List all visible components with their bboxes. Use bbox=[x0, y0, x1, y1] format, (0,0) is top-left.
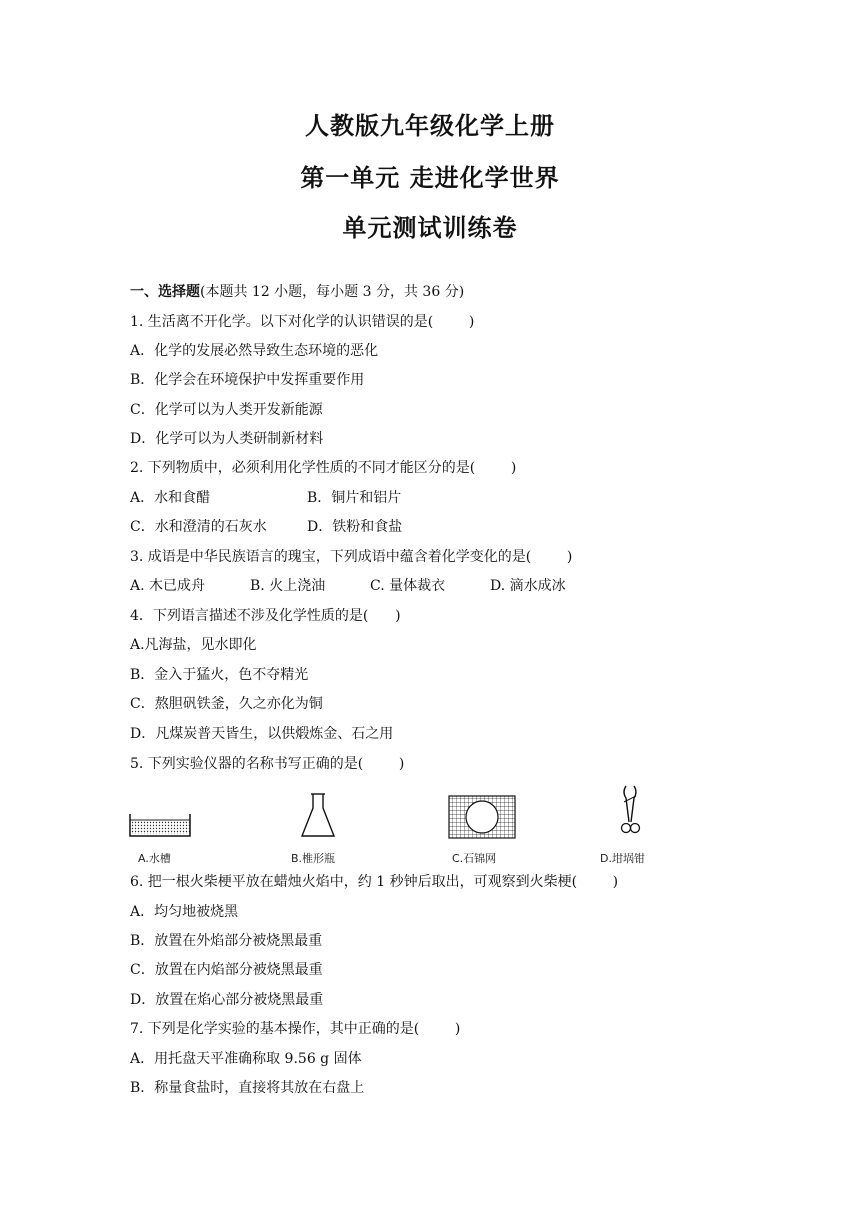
question-3-option-a: A. 木已成舟 bbox=[130, 578, 206, 594]
question-5-stem: 5. 下列实验仪器的名称书写正确的是( ) bbox=[130, 756, 405, 772]
wire-gauze-caption: C.石锦网 bbox=[452, 852, 497, 865]
question-3-option-b: B. 火上浇油 bbox=[250, 578, 326, 594]
conical-flask-caption: B.椎形瓶 bbox=[291, 852, 336, 865]
section-heading-row bbox=[130, 283, 464, 301]
conical-flask-icon bbox=[293, 782, 383, 848]
question-3-option-c: C. 量体裁衣 bbox=[370, 578, 446, 594]
question-6-option-d: D．放置在焰心部分被烧黑最重 bbox=[130, 992, 324, 1008]
water-trough-figure bbox=[128, 782, 218, 868]
question-1-option-d: D．化学可以为人类研制新材料 bbox=[130, 431, 324, 447]
crucible-tongs-icon bbox=[602, 782, 692, 848]
section-note: (本题共 12 小题，每小题 3 分，共 36 分) bbox=[200, 284, 465, 300]
question-6-stem: 6. 把一根火柴梗平放在蜡烛火焰中，约 1 秒钟后取出，可观察到火柴梗( ) bbox=[130, 874, 619, 890]
question-3-stem: 3. 成语是中华民族语言的瑰宝，下列成语中蕴含着化学变化的是( ) bbox=[130, 549, 573, 565]
question-2-options-row1 bbox=[130, 489, 401, 507]
question-2-stem: 2. 下列物质中，必须利用化学性质的不同才能区分的是( ) bbox=[130, 460, 517, 476]
section-heading: 一、选择题 bbox=[130, 284, 200, 300]
doc-title-line2: 第一单元 走进化学世界 bbox=[300, 164, 560, 192]
question-4-option-c: C．熬胆矾铁釜，久之亦化为铜 bbox=[130, 696, 323, 712]
question-4-stem: 4．下列语言描述不涉及化学性质的是( ) bbox=[130, 608, 401, 624]
question-6-option-a: A．均匀地被烧黑 bbox=[130, 904, 239, 920]
question-2-option-c: C．水和澄清的石灰水 bbox=[130, 519, 267, 535]
question-4-option-a: A.凡海盐，见水即化 bbox=[130, 637, 257, 653]
doc-title-line1: 人教版九年级化学上册 bbox=[305, 112, 555, 140]
question-3-option-d: D. 滴水成冰 bbox=[490, 578, 566, 594]
question-5-figures bbox=[128, 782, 668, 868]
doc-title-line3: 单元测试训练卷 bbox=[342, 214, 518, 242]
question-6-option-c: C．放置在内焰部分被烧黑最重 bbox=[130, 962, 323, 978]
crucible-tongs-figure bbox=[602, 782, 692, 868]
question-7-option-a: A．用托盘天平准确称取 9.56 g 固体 bbox=[130, 1051, 362, 1067]
crucible-tongs-caption: D.坩埚钳 bbox=[600, 852, 645, 865]
question-1-stem: 1. 生活离不开化学。以下对化学的认识错误的是( ) bbox=[130, 314, 475, 330]
question-2-options-row2 bbox=[130, 518, 402, 536]
wire-gauze-figure bbox=[448, 782, 538, 868]
question-4-option-d: D．凡煤炭普天皆生，以供煅炼金、石之用 bbox=[130, 726, 394, 742]
question-4-option-b: B．金入于猛火，色不夺精光 bbox=[130, 667, 309, 683]
question-6-option-b: B．放置在外焰部分被烧黑最重 bbox=[130, 933, 323, 949]
question-2-option-d: D．铁粉和食盐 bbox=[307, 519, 403, 535]
question-1-option-a: A．化学的发展必然导致生态环境的恶化 bbox=[130, 343, 379, 359]
question-2-option-b: B．铜片和铝片 bbox=[307, 490, 402, 506]
question-1-option-c: C．化学可以为人类开发新能源 bbox=[130, 402, 323, 418]
water-trough-icon bbox=[128, 782, 218, 848]
question-7-stem: 7. 下列是化学实验的基本操作，其中正确的是( ) bbox=[130, 1021, 461, 1037]
question-1-option-b: B．化学会在环境保护中发挥重要作用 bbox=[130, 372, 365, 388]
question-2-option-a: A．水和食醋 bbox=[130, 490, 211, 506]
water-trough-caption: A.水槽 bbox=[138, 852, 171, 865]
question-7-option-b: B．称量食盐时，直接将其放在右盘上 bbox=[130, 1080, 365, 1096]
wire-gauze-icon bbox=[448, 782, 538, 848]
question-3-options-row bbox=[130, 577, 566, 595]
conical-flask-figure bbox=[293, 782, 383, 868]
